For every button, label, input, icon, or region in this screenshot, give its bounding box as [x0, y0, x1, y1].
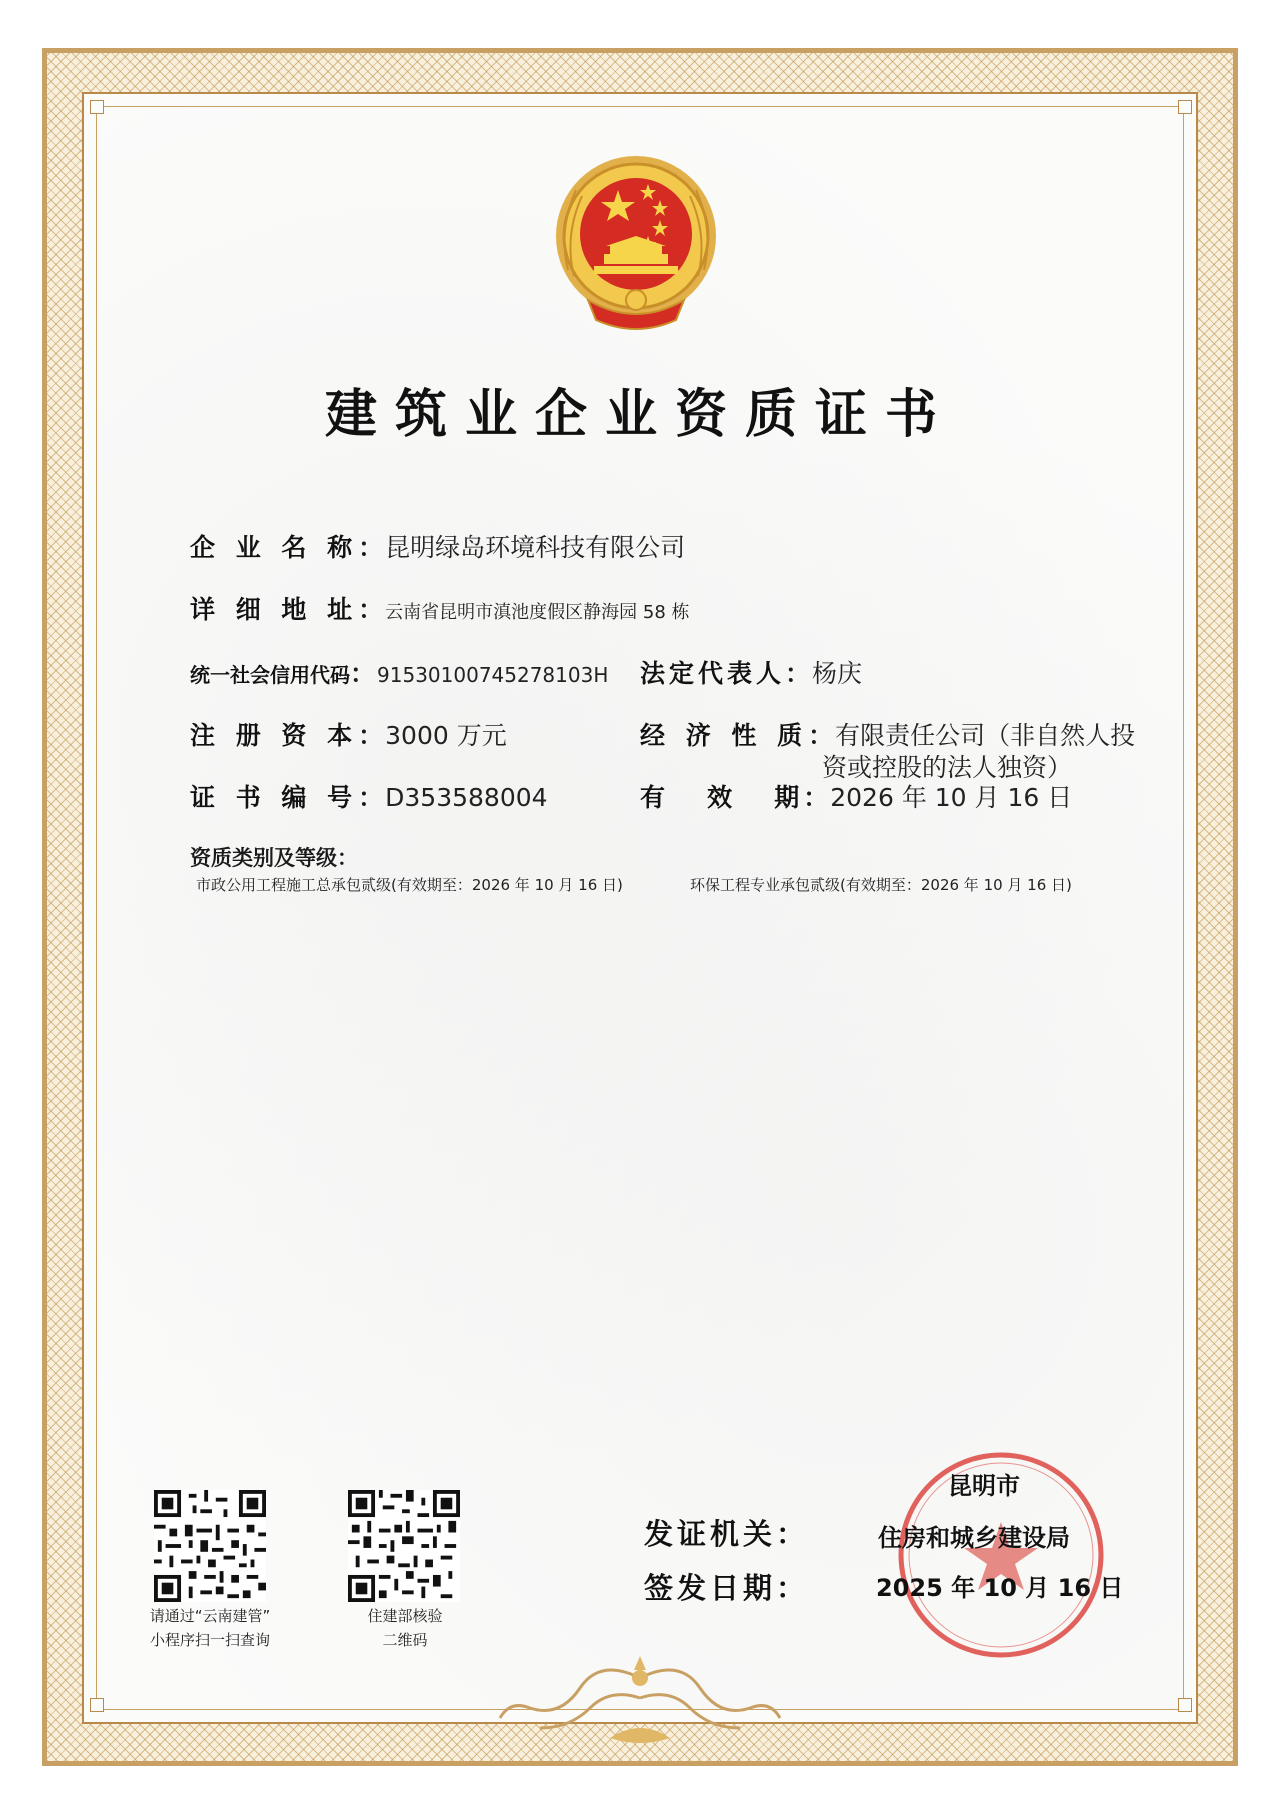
issuing-authority-label: 发证机关： [644, 1517, 810, 1551]
colon: ： [358, 533, 384, 562]
corner-ornament [90, 100, 104, 114]
address-value: 云南省昆明市滇池度假区静海园 58 栋 [385, 602, 690, 623]
corner-ornament [1178, 1698, 1192, 1712]
colon: ： [785, 659, 811, 688]
address-label: 详 细 地 址 [190, 595, 359, 624]
colon: ： [803, 783, 829, 812]
field-certificate-number [190, 778, 548, 814]
economic-nature-label: 经 济 性 质 [640, 721, 809, 750]
qr-caption-line: 二维码 [382, 1631, 428, 1649]
qr-caption-left [128, 1604, 292, 1652]
economic-nature-value-line2: 资或控股的法人独资） [822, 753, 1073, 782]
qualifications-heading: 资质类别及等级： [190, 846, 358, 870]
credit-code-label: 统一社会信用代码 [190, 663, 350, 687]
field-valid-until [640, 778, 1072, 814]
legal-rep-value: 杨庆 [812, 659, 863, 688]
qr-code-icon[interactable] [348, 1490, 460, 1602]
qr-code-icon[interactable] [154, 1490, 266, 1602]
valid-until-value: 2026 年 10 月 16 日 [830, 783, 1073, 812]
cert-no-value: D353588004 [385, 783, 548, 812]
credit-code-value: 91530100745278103H [377, 663, 609, 687]
legal-rep-label: 法定代表人 [640, 659, 786, 688]
field-company-name [190, 528, 685, 564]
qualification-item: 环保工程专业承包贰级(有效期至：2026 年 10 月 16 日) [690, 876, 1072, 894]
issue-date-value: 2025 年 10 月 16 日 [876, 1574, 1124, 1602]
cert-no-label: 证 书 编 号 [190, 783, 359, 812]
company-name-label: 企 业 名 称 [190, 533, 359, 562]
capital-value: 3000 万元 [385, 721, 507, 750]
field-address [190, 590, 690, 626]
certificate-title: 建筑业企业资质证书 [324, 385, 955, 445]
field-legal-representative [640, 654, 862, 690]
field-credit-code [190, 654, 608, 690]
qr-caption-line: 小程序扫一扫查询 [149, 1631, 270, 1649]
qr-caption-line: 住建部核验 [367, 1607, 443, 1625]
capital-label: 注 册 资 本 [190, 721, 359, 750]
issuing-authority-city: 昆明市 [948, 1472, 1020, 1500]
economic-nature-value-line1: 有限责任公司（非自然人投 [835, 721, 1136, 750]
company-name-value: 昆明绿岛环境科技有限公司 [385, 533, 686, 562]
colon: ： [358, 595, 384, 624]
bottom-ornament-icon [470, 1648, 810, 1758]
field-registered-capital [190, 716, 507, 752]
qr-caption-right [330, 1604, 480, 1652]
field-economic-nature [640, 716, 1135, 752]
colon: ： [350, 659, 376, 688]
issue-date-label: 签发日期： [644, 1571, 810, 1605]
valid-until-label: 有 效 期 [640, 783, 804, 812]
qualification-item: 市政公用工程施工总承包贰级(有效期至：2026 年 10 月 16 日) [196, 876, 623, 894]
corner-ornament [1178, 100, 1192, 114]
colon: ： [358, 721, 384, 750]
issuing-authority-name: 住房和城乡建设局 [878, 1524, 1070, 1552]
colon: ： [808, 721, 834, 750]
qr-caption-line: 请通过“云南建管” [149, 1607, 271, 1625]
national-emblem-icon [548, 150, 724, 340]
corner-ornament [90, 1698, 104, 1712]
colon: ： [358, 783, 384, 812]
